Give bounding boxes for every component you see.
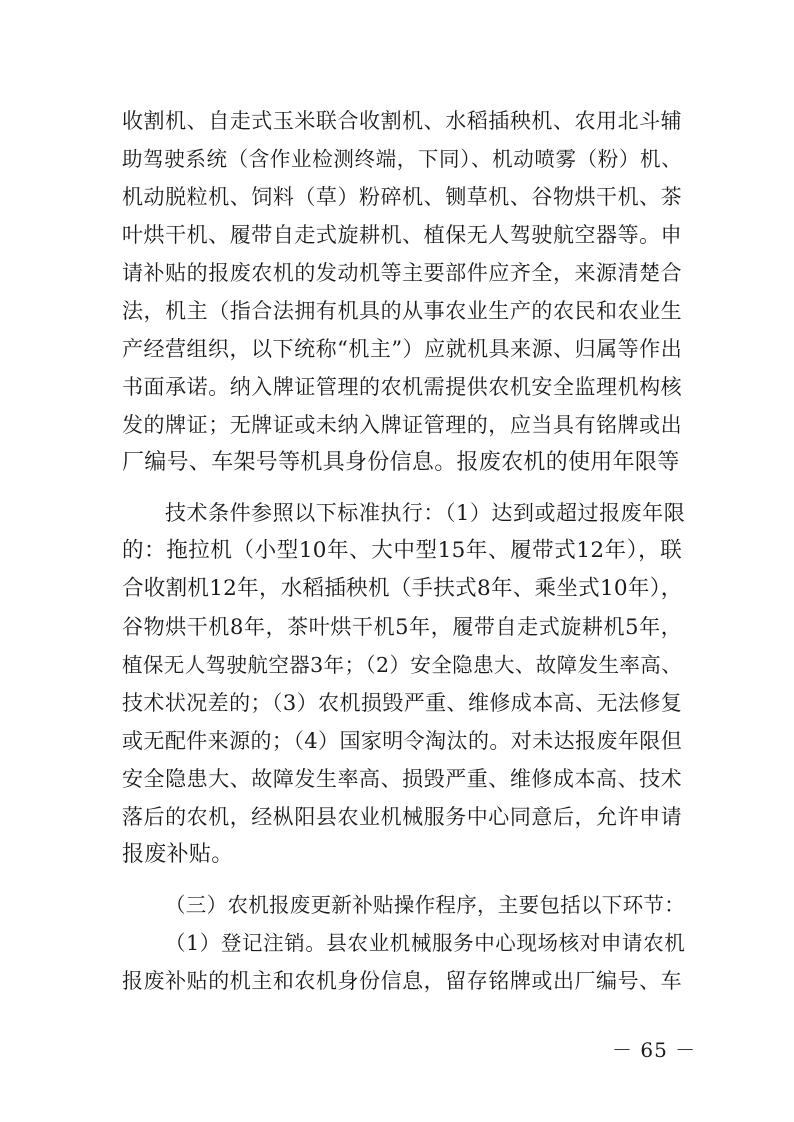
body-line: 书面承诺。纳入牌证管理的农机需提供农机安全监理机构核 (122, 375, 682, 399)
body-line: 请补贴的报废农机的发动机等主要部件应齐全，来源清楚合 (122, 261, 682, 285)
body-line: 发的牌证；无牌证或未纳入牌证管理的，应当具有铭牌或出 (122, 413, 682, 437)
body-line: 安全隐患大、故障发生率高、损毁严重、维修成本高、技术 (122, 767, 682, 791)
body-line: 的：拖拉机（小型10年、大中型15年、履带式12年），联 (122, 538, 682, 563)
body-line: 叶烘干机、履带自走式旋耕机、植保无人驾驶航空器等。申 (122, 223, 682, 247)
paragraph-first-line: （1）登记注销。县农业机械服务中心现场核对申请农机 (165, 931, 685, 955)
body-line: 报废补贴的机主和农机身份信息，留存铭牌或出厂编号、车 (122, 969, 682, 993)
body-line: 机动脱粒机、饲料（草）粉碎机、铡草机、谷物烘干机、茶 (122, 185, 682, 209)
body-line: 收割机、自走式玉米联合收割机、水稻插秧机、农用北斗辅 (122, 109, 682, 133)
body-line: 法，机主（指合法拥有机具的从事农业生产的农民和农业生 (122, 299, 682, 323)
body-line: 厂编号、车架号等机具身份信息。报废农机的使用年限等 (122, 450, 680, 475)
paragraph-first-line: 技术条件参照以下标准执行：（1）达到或超过报废年限 (165, 501, 685, 525)
body-line: 技术状况差的；（3）农机损毁严重、维修成本高、无法修复 (122, 691, 682, 715)
body-line: 谷物烘干机8年，茶叶烘干机5年，履带自走式旋耕机5年， (122, 615, 682, 639)
body-line: 或无配件来源的；（4）国家明令淘汰的。对未达报废年限但 (122, 729, 682, 753)
body-line: 产经营组织，以下统称“机主”）应就机具来源、归属等作出 (122, 337, 682, 361)
body-line: 报废补贴。 (122, 842, 234, 867)
body-line: 植保无人驾驶航空器3年；（2）安全隐患大、故障发生率高、 (122, 653, 682, 677)
page-number: － 65 － (612, 1038, 697, 1062)
body-line: 落后的农机，经枞阳县农业机械服务中心同意后，允许申请 (122, 805, 682, 829)
body-line: 合收割机12年，水稻插秧机（手扶式8年、乘坐式10年）， (122, 576, 683, 601)
section-heading: （三）农机报废更新补贴操作程序，主要包括以下环节： (165, 893, 685, 917)
body-line: 助驾驶系统（含作业检测终端，下同）、机动喷雾（粉）机、 (122, 147, 682, 171)
